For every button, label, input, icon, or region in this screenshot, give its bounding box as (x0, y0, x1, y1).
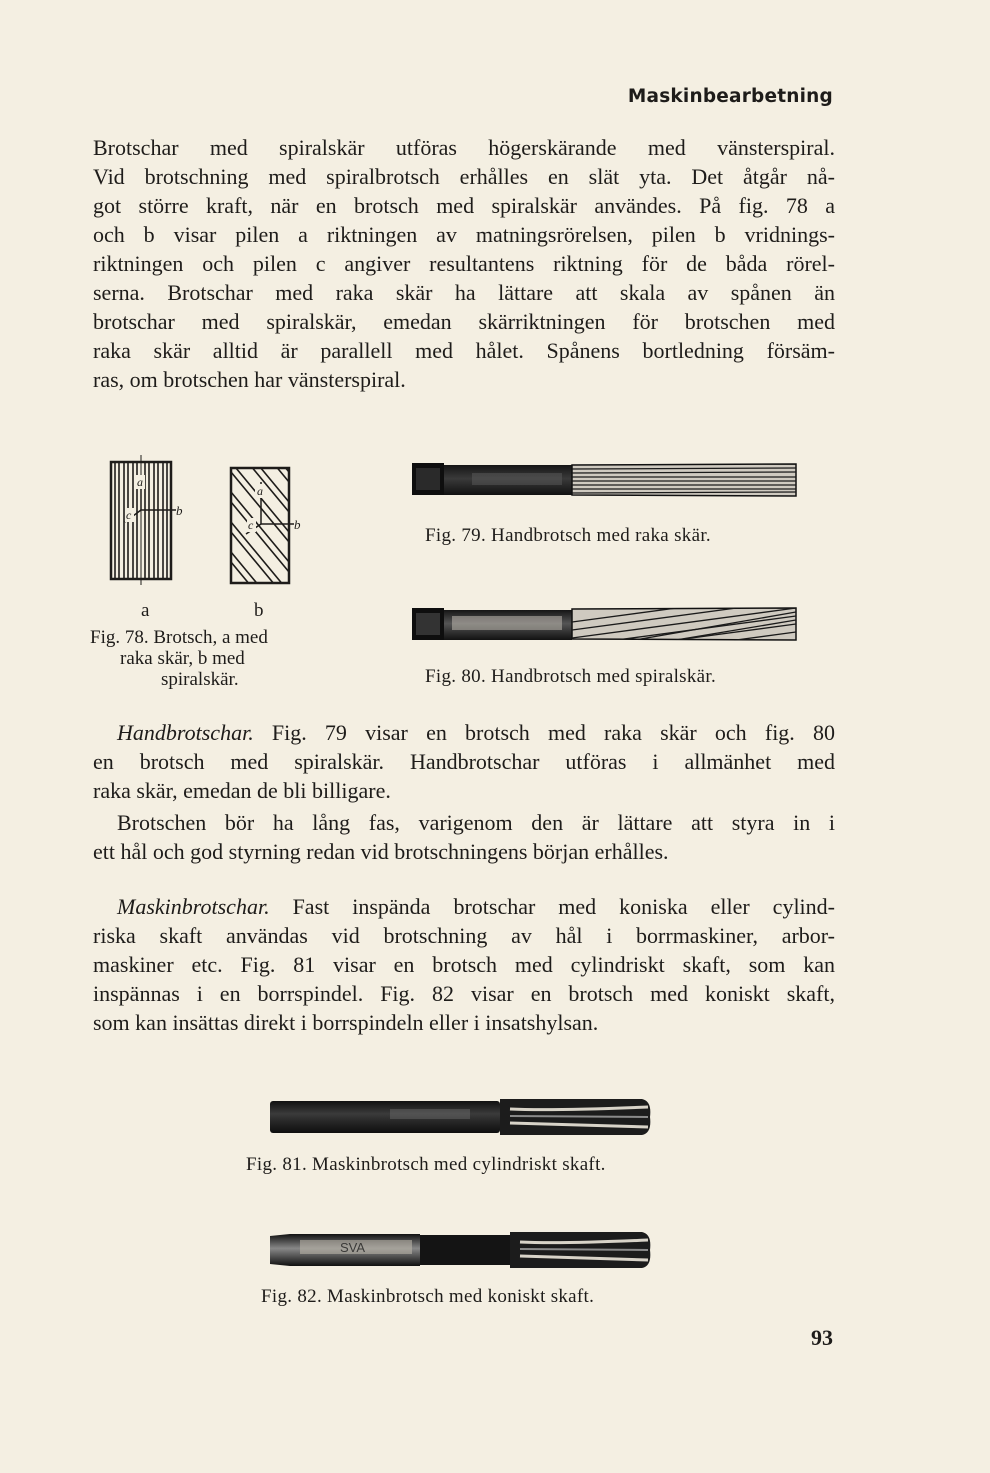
paragraph-spiral-reamers (93, 133, 835, 394)
text-line: ras, om brotschen har vänsterspiral. (93, 367, 406, 392)
text-line: raka skär, emedan de bli billigare. (93, 778, 391, 803)
fig81-caption: Fig. 81. Maskinbrotsch med cylindriskt skaft. (246, 1154, 606, 1175)
text-line: en brotsch med spiralskär. Handbrotschar utföras i allmänhet med (93, 749, 835, 774)
fig80-caption: Fig. 80. Handbrotsch med spiralskär. (425, 666, 717, 687)
fig82-caption: Fig. 82. Maskinbrotsch med koniskt skaft. (261, 1286, 595, 1307)
text-line: got större kraft, när en brotsch med spiralskär användes. På fig. 78 a (93, 193, 835, 218)
arrow-label-b: b (176, 503, 183, 518)
fig82-machine-reamer-taper (270, 1228, 652, 1272)
text-line (93, 892, 835, 921)
text-run: Fig. 79 visar en brotsch med raka skär och fig. 80 (253, 720, 835, 745)
text-line: riska skaft användas vid brotschning av hål i borrmaskiner, arbor- (93, 923, 835, 948)
text-line: raka skär alltid är parallell med hålet. Spånens bortledning försäm- (93, 338, 835, 363)
text-line: maskiner etc. Fig. 81 visar en brotsch med cylindriskt skaft, som kan (93, 952, 835, 977)
text-line: brotschar med spiralskär, emedan skärriktningen för brotschen med (93, 309, 835, 334)
fig81-machine-reamer-cylindrical (270, 1095, 652, 1139)
text-line: inspännas i en borrspindel. Fig. 82 visar en brotsch med koniskt skaft, (93, 981, 835, 1006)
text-line: serna. Brotschar med raka skär ha lättare att skala av spånen än (93, 280, 835, 305)
text-line: ett hål och god styrning redan vid brotschningens början erhålles. (93, 839, 669, 864)
page-number: 93 (811, 1325, 833, 1350)
text-run: Fast inspända brotschar med koniska eller cylind- (269, 894, 835, 919)
shank-stamp: SVA (340, 1240, 366, 1255)
text-line: Brotschar med spiralskär utföras högerskärande med vänsterspiral. (93, 135, 835, 160)
paragraph-chamfer (93, 808, 835, 866)
arrow-label-b: b (294, 517, 301, 532)
text-line: riktningen och pilen c angiver resultantens riktning för de båda rörel- (93, 251, 835, 276)
arrow-label-c: c (126, 508, 132, 522)
paragraph-machine-reamers (93, 892, 835, 1037)
running-header: Maskinbearbetning (627, 86, 833, 107)
arrow-label-a: a (257, 484, 263, 498)
fig78a-straight-flute-diagram (104, 455, 194, 585)
fig78b-spiral-flute-diagram (224, 462, 314, 587)
arrow-label-a: a (137, 475, 143, 489)
fig78-caption (90, 627, 340, 690)
text-line: Brotschen bör ha lång fas, varigenom den är lättare att styra in i (117, 810, 835, 835)
fig78-label-a: a (141, 600, 150, 621)
text-line: Vid brotschning med spiralbrotsch erhålles en slät yta. Det åtgår nå- (93, 164, 835, 189)
text-line (93, 718, 835, 747)
arrow-label-c: c (248, 518, 254, 532)
caption-line: Fig. 78. Brotsch, a med (90, 627, 268, 648)
fig78-label-b: b (254, 600, 264, 621)
paragraph-hand-reamers (93, 718, 835, 805)
caption-line: spiralskär. (161, 669, 239, 690)
fig80-hand-reamer-spiral (412, 604, 796, 644)
caption-line: raka skär, b med (120, 648, 245, 669)
section-heading-maskinbrotschar: Maskinbrotschar. (117, 894, 270, 919)
section-heading-handbrotschar: Handbrotschar. (117, 720, 254, 745)
fig79-hand-reamer-straight (412, 460, 796, 500)
text-line: som kan insättas direkt i borrspindeln eller i insatshylsan. (93, 1010, 599, 1035)
text-line: och b visar pilen a riktningen av matningsrörelsen, pilen b vridnings- (93, 222, 835, 247)
fig79-caption: Fig. 79. Handbrotsch med raka skär. (425, 525, 711, 546)
